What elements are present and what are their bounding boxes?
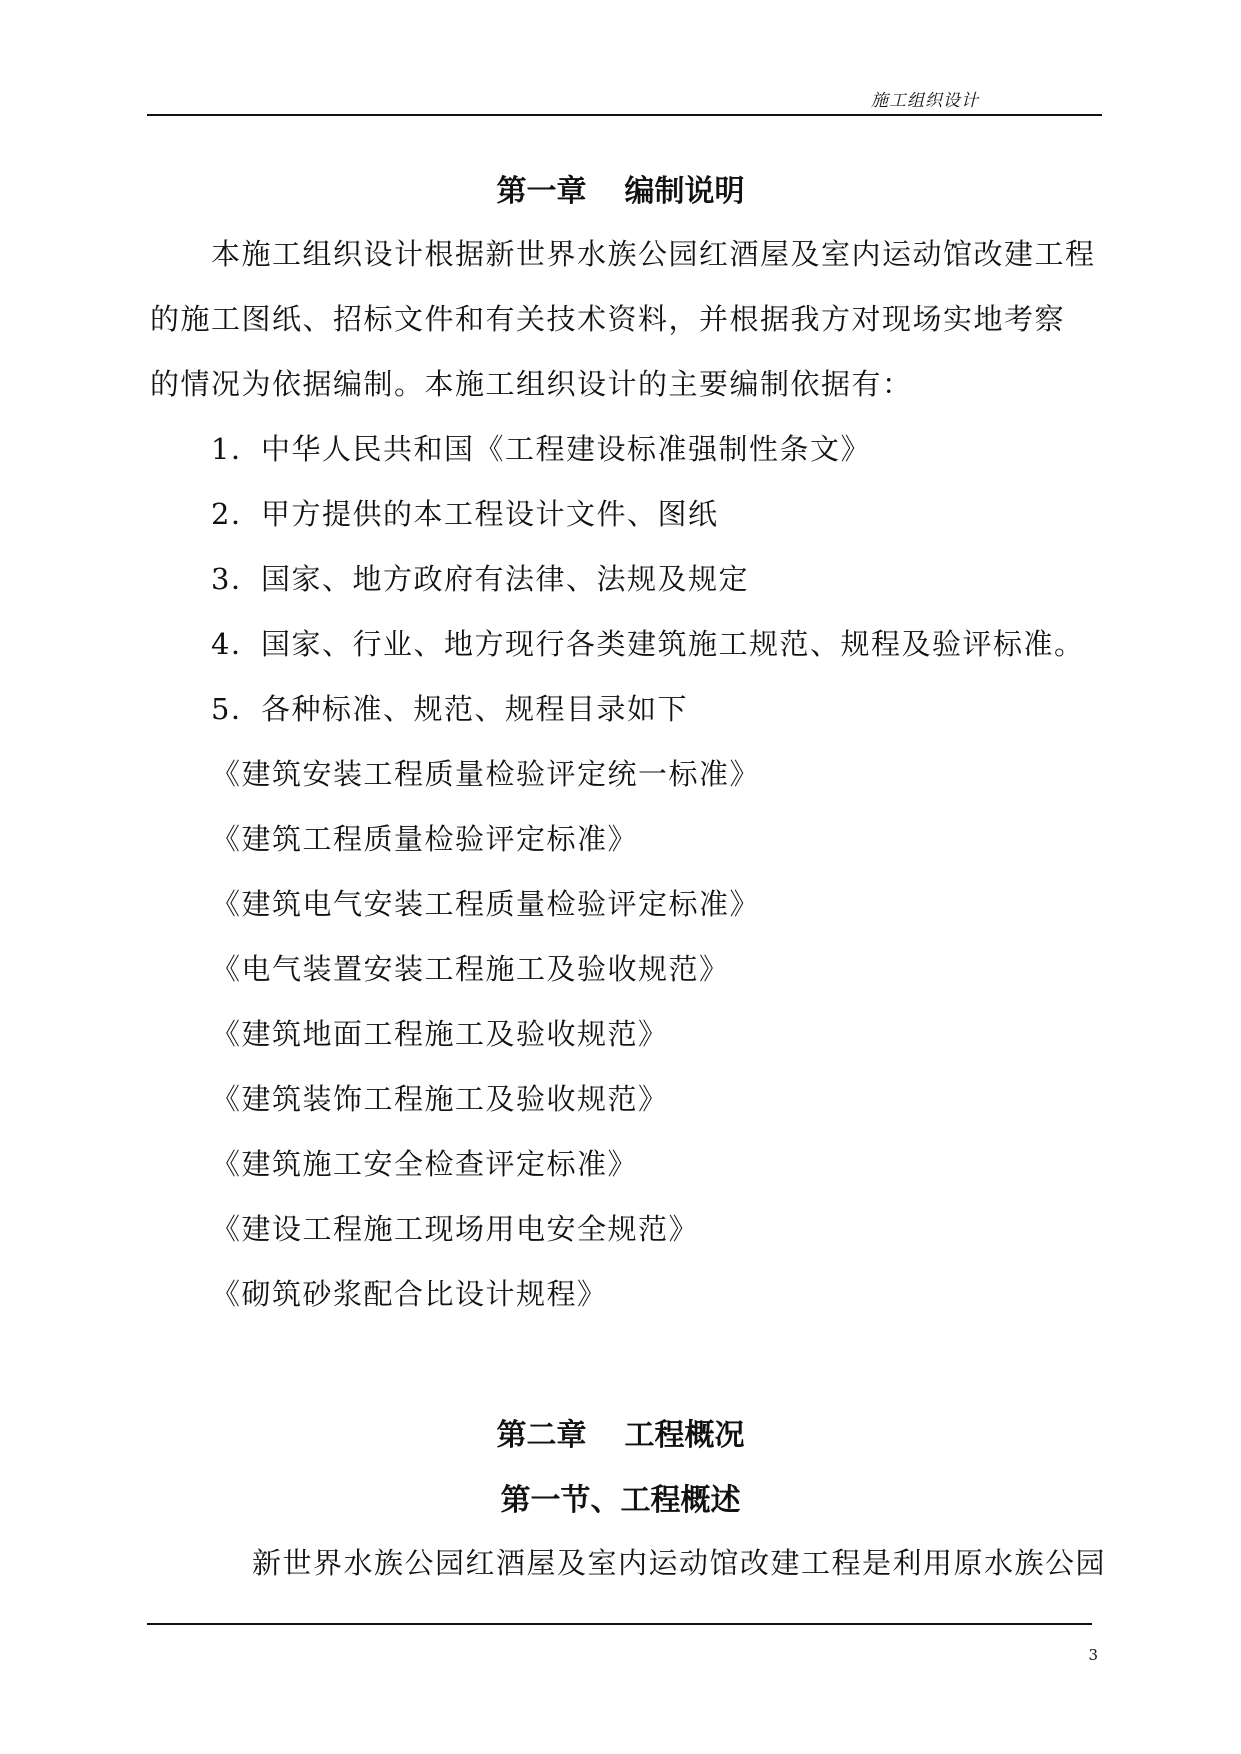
header-rule bbox=[147, 114, 1102, 116]
basis-list-item bbox=[211, 687, 688, 728]
basis-list-item bbox=[211, 427, 871, 468]
standard-item: 《建设工程施工现场用电安全规范》 bbox=[211, 1212, 700, 1246]
list-number: 5． bbox=[211, 692, 262, 726]
list-text: 中华人民共和国《工程建设标准强制性条文》 bbox=[261, 432, 872, 466]
standard-item: 《建筑安装工程质量检验评定统一标准》 bbox=[211, 757, 761, 791]
list-number: 2． bbox=[211, 497, 262, 531]
standard-item: 《建筑地面工程施工及验收规范》 bbox=[211, 1017, 669, 1051]
basis-list-item bbox=[211, 557, 749, 598]
standard-item: 《建筑装饰工程施工及验收规范》 bbox=[211, 1082, 669, 1116]
standard-item: 《建筑施工安全检查评定标准》 bbox=[211, 1147, 639, 1181]
standard-item: 《建筑工程质量检验评定标准》 bbox=[211, 822, 639, 856]
page-number: 3 bbox=[1088, 1646, 1098, 1664]
basis-list-item bbox=[211, 492, 719, 533]
standard-item: 《建筑电气安装工程质量检验评定标准》 bbox=[211, 887, 761, 921]
list-number: 3． bbox=[211, 562, 262, 596]
footer-rule bbox=[147, 1623, 1092, 1625]
running-header-title: 施工组织设计 bbox=[871, 91, 979, 111]
chapter-2-heading: 工程概况 bbox=[624, 1418, 745, 1453]
list-text: 国家、行业、地方现行各类建筑施工规范、规程及验评标准。 bbox=[261, 627, 1085, 661]
list-text: 各种标准、规范、规程目录如下 bbox=[261, 692, 689, 726]
standard-item: 《砌筑砂浆配合比设计规程》 bbox=[211, 1277, 608, 1311]
paragraph-line-3: 的情况为依据编制。本施工组织设计的主要编制依据有： bbox=[150, 367, 913, 401]
overview-paragraph-line: 新世界水族公园红酒屋及室内运动馆改建工程是利用原水族公园 bbox=[252, 1546, 1107, 1580]
list-text: 国家、地方政府有法律、法规及规定 bbox=[261, 562, 750, 596]
chapter-1-number: 第一章 bbox=[496, 174, 587, 209]
standard-item: 《电气装置安装工程施工及验收规范》 bbox=[211, 952, 730, 986]
list-text: 甲方提供的本工程设计文件、图纸 bbox=[261, 497, 719, 531]
section-title: 第一节、工程概述 bbox=[500, 1483, 741, 1518]
chapter-1-title bbox=[0, 166, 1241, 210]
chapter-2-number: 第二章 bbox=[496, 1418, 587, 1453]
list-number: 1． bbox=[211, 432, 262, 466]
basis-list-item bbox=[211, 622, 1085, 663]
list-number: 4． bbox=[211, 627, 262, 661]
chapter-2-title bbox=[0, 1410, 1241, 1454]
chapter-1-heading: 编制说明 bbox=[624, 174, 745, 209]
paragraph-line-1: 本施工组织设计根据新世界水族公园红酒屋及室内运动馆改建工程 bbox=[211, 237, 1096, 271]
paragraph-line-2: 的施工图纸、招标文件和有关技术资料，并根据我方对现场实地考察 bbox=[150, 302, 1066, 336]
